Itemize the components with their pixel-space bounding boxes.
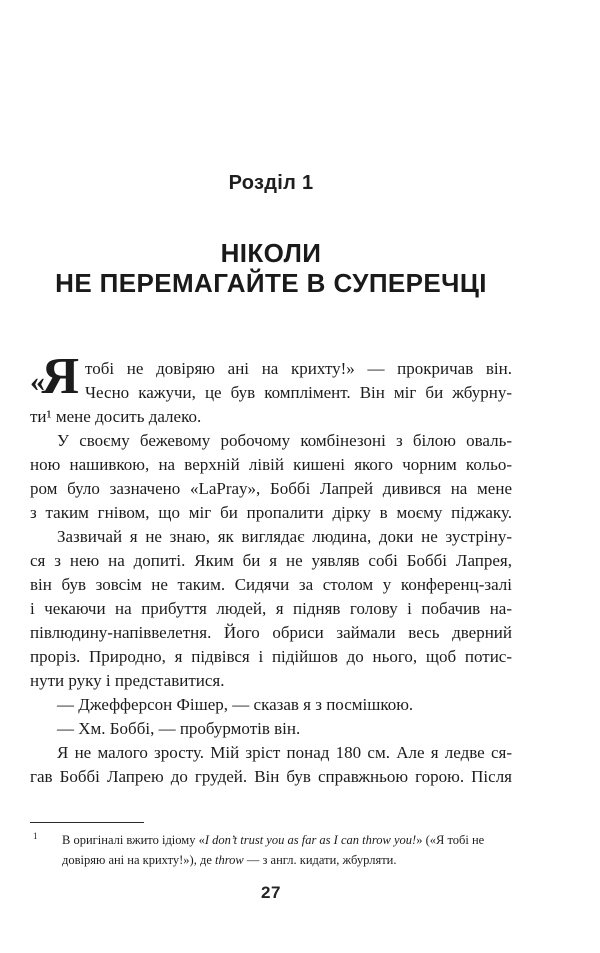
footnote-idiom-italic: I don’t trust you as far as I can throw you! <box>204 833 417 847</box>
footnote-segment: довіряю ані на крихту!»), де <box>62 853 216 867</box>
body-line: Зазвичай я не знаю, як виглядає людина, доки не зустріну- <box>57 527 512 546</box>
body-text <box>30 348 512 789</box>
page-number: 27 <box>261 883 281 902</box>
footnote-line <box>62 850 512 870</box>
body-line: ся з нею на допиті. Яким би я не уявляв собі Боббі Лапрея, <box>30 551 512 570</box>
footnote-segment: » («Я тобі не <box>416 833 485 847</box>
body-line: Я не малого зросту. Мій зріст понад 180 см. Але я ледве ся- <box>57 743 512 762</box>
body-line: ром було зазначено «LaPray», Боббі Лапрей дивився на мене <box>30 479 512 498</box>
body-line: півлюдину-напіввелетня. Його обриси займали весь дверний <box>30 623 512 642</box>
body-line: він був зовсім не таким. Сидячи за столом у конференц-залі <box>30 575 512 594</box>
dialogue-line: — Джефферсон Фішер, — сказав я з посмішкою. <box>57 695 414 714</box>
footnote-segment: В оригіналі вжито ідіому « <box>62 833 205 847</box>
body-line: тобі не довіряю ані на крихту!» — прокричав він. <box>85 359 512 378</box>
footnote <box>30 830 512 870</box>
body-line: гав Боббі Лапрею до грудей. Він був справжньою горою. Після <box>30 767 512 786</box>
body-line: ти¹ мене досить далеко. <box>30 407 202 426</box>
drop-cap-letter: Я <box>41 348 79 405</box>
footnote-text <box>62 830 512 870</box>
body-line: і чекаючи на прибуття людей, я підняв голову і побачив на- <box>30 599 512 618</box>
body-line: з таким гнівом, що міг би пропалити дірку в моєму піджаку. <box>30 503 512 522</box>
body-line: У своєму бежевому робочому комбінезоні з білою оваль- <box>57 431 512 450</box>
footnote-line <box>62 830 512 850</box>
chapter-title-line1: НІКОЛИ <box>220 238 322 268</box>
footnote-divider <box>30 822 144 823</box>
chapter-title <box>30 238 512 298</box>
chapter-label: Розділ 1 <box>228 172 314 194</box>
body-line: проріз. Природно, я підвівся і підійшов до нього, щоб потис- <box>30 647 512 666</box>
body-line: Чесно кажучи, це був комплімент. Він міг би жбурну- <box>85 383 512 402</box>
footnote-marker: 1 <box>33 831 38 841</box>
chapter-title-line2: НЕ ПЕРЕМАГАЙТЕ В СУПЕРЕЧЦІ <box>55 268 487 298</box>
footnote-word-italic: throw <box>215 853 244 867</box>
body-line: нути руку і представитися. <box>30 671 225 690</box>
drop-cap <box>30 348 80 405</box>
body-line: ною нашивкою, на верхній лівій кишені якого чорним кольо- <box>30 455 512 474</box>
opening-quote-mark: « <box>30 365 45 398</box>
dialogue-line: — Хм. Боббі, — пробурмотів він. <box>57 719 301 738</box>
footnote-segment: — з англ. кидати, жбурляти. <box>243 853 397 867</box>
